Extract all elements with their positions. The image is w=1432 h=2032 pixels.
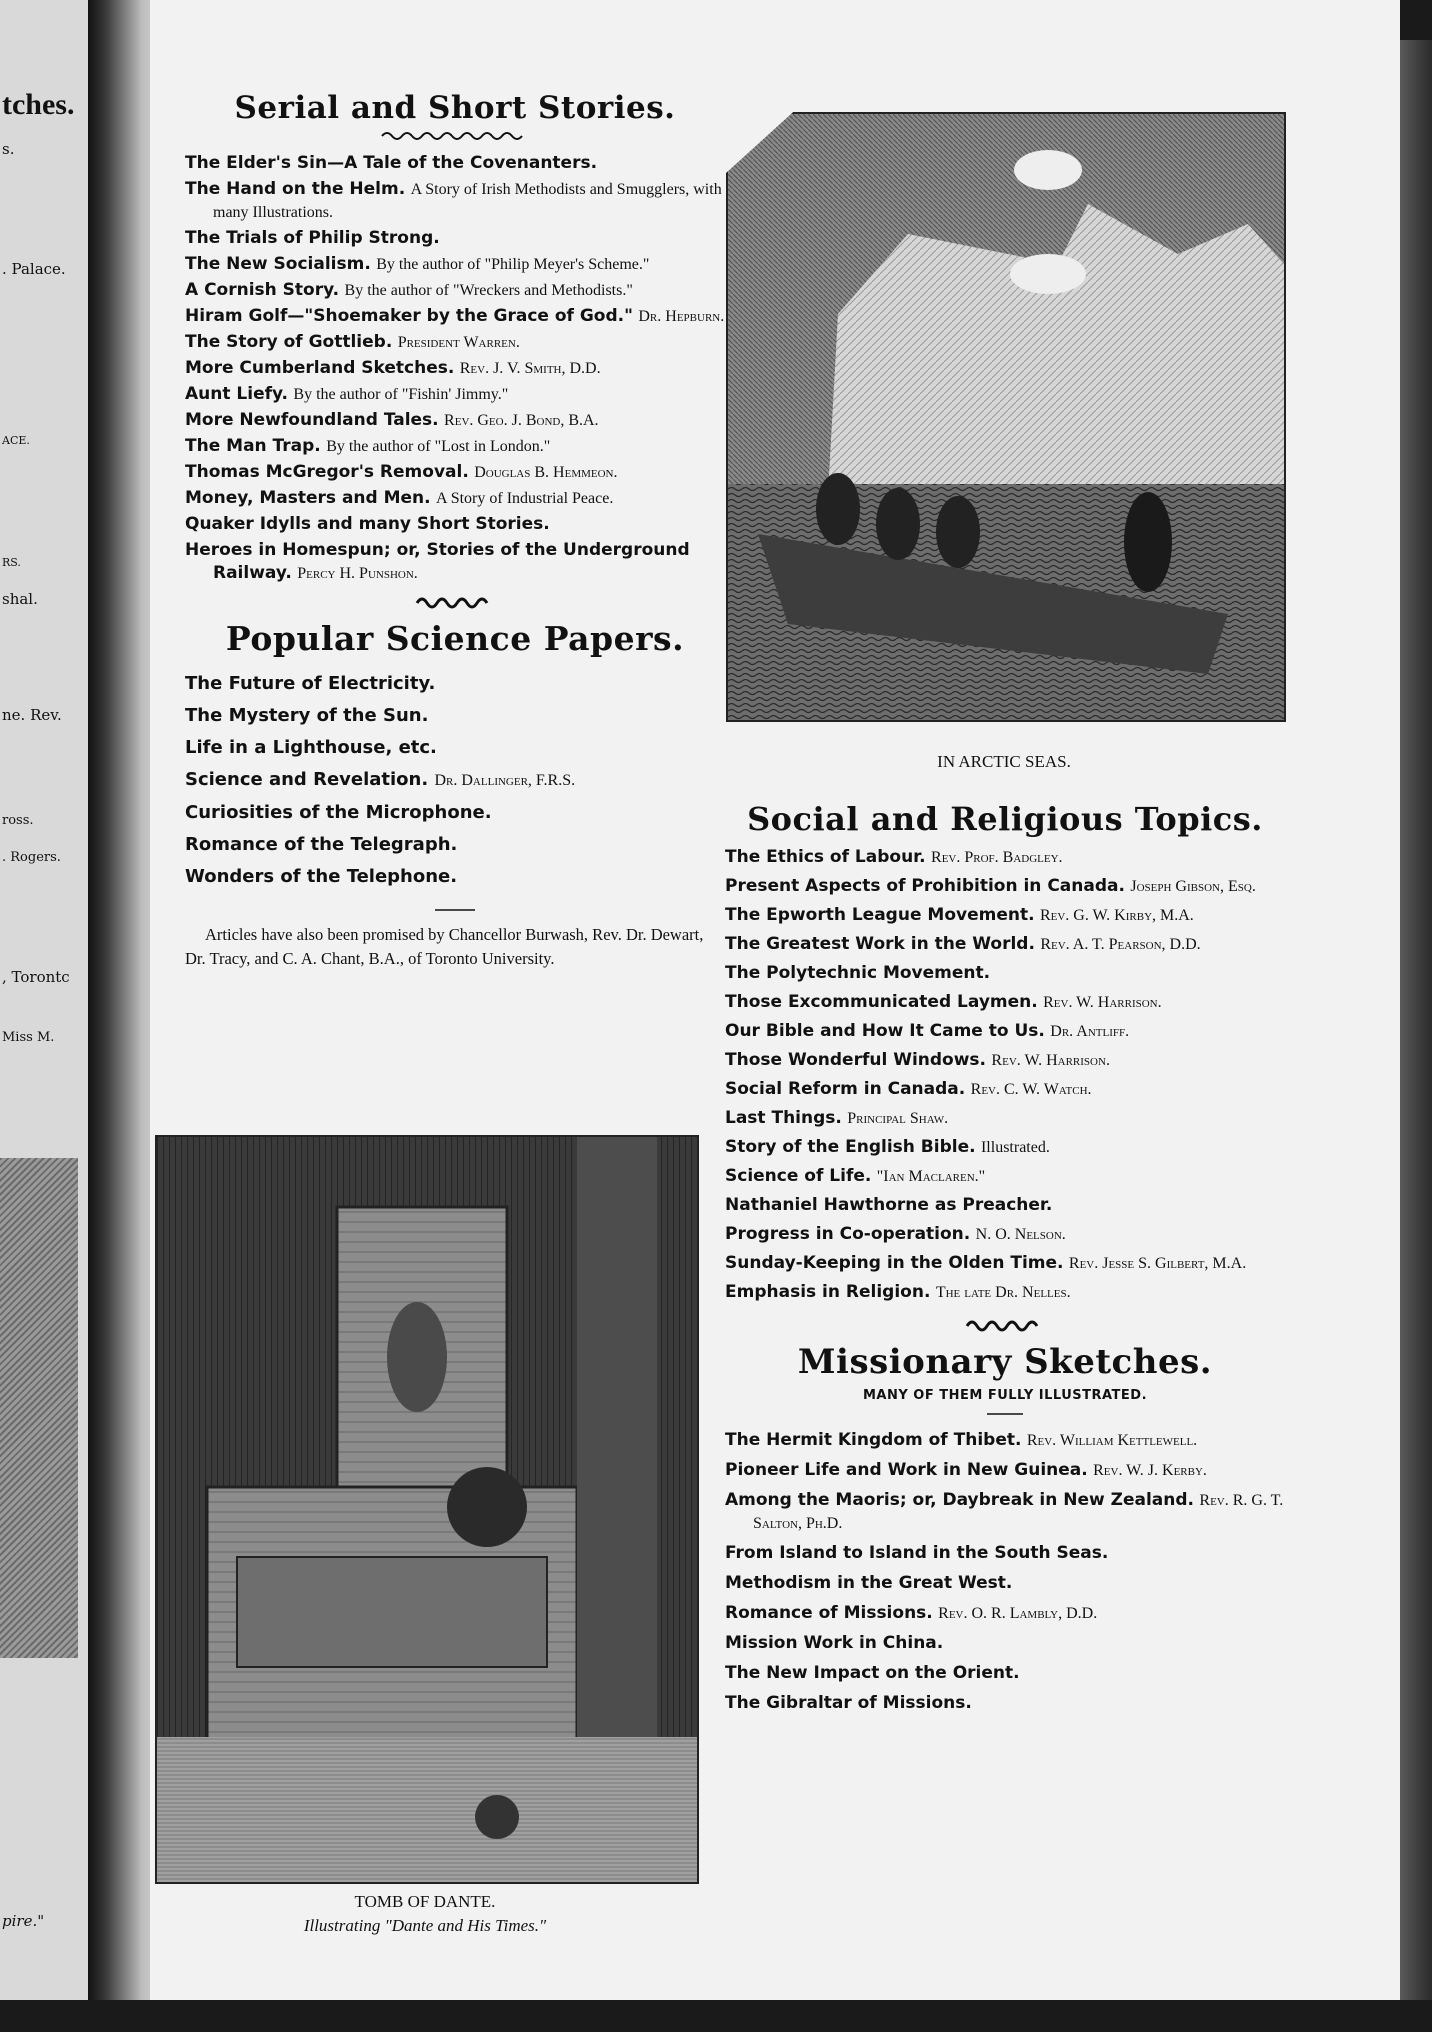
list-item bbox=[185, 732, 725, 764]
item-author: Rev. W. Harrison. bbox=[1043, 994, 1162, 1011]
list-item bbox=[725, 1252, 1285, 1275]
item-title: Life in a Lighthouse, etc. bbox=[185, 737, 437, 758]
list-item bbox=[725, 875, 1285, 898]
left-page-text: tches. bbox=[2, 88, 75, 121]
arctic-seas-illustration bbox=[728, 114, 1284, 720]
item-title: The New Socialism. bbox=[185, 254, 371, 274]
list-item bbox=[185, 487, 725, 510]
item-title: Social Reform in Canada. bbox=[725, 1079, 966, 1099]
list-item bbox=[185, 797, 725, 829]
list-item bbox=[185, 409, 725, 432]
item-title: A Cornish Story. bbox=[185, 280, 340, 300]
item-title: The Greatest Work in the World. bbox=[725, 934, 1035, 954]
list-item bbox=[725, 904, 1285, 927]
right-column bbox=[725, 800, 1285, 1722]
left-page-text: s. bbox=[2, 140, 15, 158]
item-title: Nathaniel Hawthorne as Preacher. bbox=[725, 1195, 1053, 1215]
item-author: Rev. Geo. J. Bond, B.A. bbox=[444, 412, 599, 429]
social-list bbox=[725, 846, 1285, 1304]
list-item bbox=[725, 1602, 1285, 1625]
item-title: Money, Masters and Men. bbox=[185, 488, 431, 508]
missionary-list bbox=[725, 1429, 1285, 1715]
item-title: The Gibraltar of Missions. bbox=[725, 1693, 972, 1713]
dante-subcaption-text: Illustrating "Dante and His Times." bbox=[303, 1916, 547, 1935]
item-author: Joseph Gibson, Esq. bbox=[1130, 878, 1256, 895]
list-item bbox=[185, 357, 725, 380]
item-author: Rev. A. T. Pearson, D.D. bbox=[1040, 936, 1201, 953]
item-title: Quaker Idylls and many Short Stories. bbox=[185, 514, 550, 534]
tomb-of-dante-engraving bbox=[155, 1135, 699, 1884]
item-author: By the author of "Wreckers and Methodists." bbox=[344, 282, 633, 299]
item-title: The Story of Gottlieb. bbox=[185, 332, 393, 352]
item-title: Among the Maoris; or, Daybreak in New Zealand. bbox=[725, 1490, 1194, 1510]
item-title: The Hand on the Helm. bbox=[185, 179, 406, 199]
list-item bbox=[725, 1049, 1285, 1072]
list-item bbox=[185, 178, 725, 224]
item-author: The late Dr. Nelles. bbox=[935, 1284, 1071, 1301]
item-author: Rev. J. V. Smith, D.D. bbox=[459, 360, 601, 377]
list-item bbox=[725, 1281, 1285, 1304]
list-item bbox=[725, 1692, 1285, 1715]
left-page-text: RS. bbox=[2, 556, 21, 569]
rule-short bbox=[435, 907, 475, 913]
arctic-seas-engraving bbox=[726, 112, 1286, 722]
item-title: Aunt Liefy. bbox=[185, 384, 288, 404]
item-title: Present Aspects of Prohibition in Canada. bbox=[725, 876, 1125, 896]
item-title: Sunday-Keeping in the Olden Time. bbox=[725, 1253, 1064, 1273]
item-author: Rev. Jesse S. Gilbert, M.A. bbox=[1068, 1255, 1247, 1272]
ornament-squiggle bbox=[965, 1318, 1045, 1332]
list-item bbox=[185, 829, 725, 861]
item-author: Rev. Prof. Badgley. bbox=[931, 849, 1063, 866]
section-title-serial: Serial and Short Stories. bbox=[234, 90, 676, 126]
item-title: Mission Work in China. bbox=[725, 1633, 944, 1653]
item-title: The New Impact on the Orient. bbox=[725, 1663, 1020, 1683]
list-item bbox=[725, 1662, 1285, 1685]
left-page-text: Miss M. bbox=[2, 1030, 55, 1045]
list-item bbox=[725, 1107, 1285, 1130]
ornament-squiggle bbox=[415, 595, 495, 609]
item-author: Rev. G. W. Kirby, M.A. bbox=[1039, 907, 1194, 924]
item-author: Douglas B. Hemmeon. bbox=[474, 464, 618, 481]
item-title: Our Bible and How It Came to Us. bbox=[725, 1021, 1045, 1041]
left-page-text: pire." bbox=[2, 1912, 45, 1930]
list-item bbox=[725, 962, 1285, 985]
list-item bbox=[725, 1136, 1285, 1159]
item-author: Rev. R. G. T. Salton, Ph.D. bbox=[753, 1492, 1284, 1532]
item-author: By the author of "Fishin' Jimmy." bbox=[293, 386, 509, 403]
list-item bbox=[725, 1020, 1285, 1043]
item-title: Wonders of the Telephone. bbox=[185, 866, 458, 887]
item-title: Story of the English Bible. bbox=[725, 1137, 976, 1157]
item-title: The Elder's Sin—A Tale of the Covenanters. bbox=[185, 153, 598, 173]
item-title: The Epworth League Movement. bbox=[725, 905, 1035, 925]
item-title: Pioneer Life and Work in New Guinea. bbox=[725, 1460, 1088, 1480]
item-title: Those Excommunicated Laymen. bbox=[725, 992, 1038, 1012]
list-item bbox=[725, 1078, 1285, 1101]
item-author: Rev. William Kettlewell. bbox=[1026, 1432, 1198, 1449]
list-item bbox=[185, 331, 725, 354]
item-author: Rev. W. Harrison. bbox=[991, 1052, 1110, 1069]
left-column bbox=[185, 90, 725, 971]
list-item bbox=[725, 1489, 1285, 1535]
item-title: Progress in Co-operation. bbox=[725, 1224, 971, 1244]
left-page-text: ACE. bbox=[2, 434, 30, 447]
left-page-engraving bbox=[0, 1158, 78, 1658]
item-title: Last Things. bbox=[725, 1108, 842, 1128]
item-author: Principal Shaw. bbox=[847, 1110, 949, 1127]
item-author: President Warren. bbox=[397, 334, 520, 351]
item-author: Illustrated. bbox=[980, 1139, 1050, 1156]
list-item bbox=[185, 227, 725, 250]
list-item bbox=[725, 1223, 1285, 1246]
item-author: A Story of Industrial Peace. bbox=[436, 490, 614, 507]
list-item bbox=[725, 1459, 1285, 1482]
science-list bbox=[185, 668, 725, 893]
list-item bbox=[725, 991, 1285, 1014]
item-author: Dr. Hepburn. bbox=[638, 308, 725, 325]
list-item bbox=[725, 1572, 1285, 1595]
item-title: The Mystery of the Sun. bbox=[185, 705, 429, 726]
list-item bbox=[185, 152, 725, 175]
list-item bbox=[185, 764, 725, 797]
list-item bbox=[725, 1194, 1285, 1217]
item-title: The Man Trap. bbox=[185, 436, 321, 456]
item-title: Heroes in Homespun; or, Stories of the Underground Railway. bbox=[185, 540, 690, 583]
item-title: The Hermit Kingdom of Thibet. bbox=[725, 1430, 1022, 1450]
item-title: The Polytechnic Movement. bbox=[725, 963, 991, 983]
left-page-text: ross. bbox=[2, 813, 34, 828]
list-item bbox=[725, 1632, 1285, 1655]
list-item bbox=[725, 1429, 1285, 1452]
item-author: N. O. Nelson. bbox=[975, 1226, 1066, 1243]
item-title: Romance of the Telegraph. bbox=[185, 834, 458, 855]
list-item bbox=[185, 539, 725, 585]
item-author: Dr. Dallinger, F.R.S. bbox=[434, 772, 576, 789]
dante-subcaption bbox=[155, 1916, 695, 1936]
item-title: The Future of Electricity. bbox=[185, 673, 436, 694]
left-page-text: shal. bbox=[2, 590, 38, 608]
item-author: Percy H. Punshon. bbox=[297, 565, 418, 582]
list-item bbox=[185, 279, 725, 302]
list-item bbox=[185, 461, 725, 484]
tomb-of-dante-illustration bbox=[157, 1137, 697, 1882]
list-item bbox=[185, 305, 725, 328]
item-author: Rev. W. J. Kerby. bbox=[1093, 1462, 1207, 1479]
list-item bbox=[185, 513, 725, 536]
list-item bbox=[185, 435, 725, 458]
item-title: Science and Revelation. bbox=[185, 769, 429, 790]
item-author: A Story of Irish Methodists and Smugglers, with many Illustrations. bbox=[213, 181, 722, 221]
item-title: Romance of Missions. bbox=[725, 1603, 933, 1623]
item-title: More Cumberland Sketches. bbox=[185, 358, 455, 378]
list-item bbox=[185, 700, 725, 732]
item-title: Emphasis in Religion. bbox=[725, 1282, 931, 1302]
item-author: Rev. C. W. Watch. bbox=[970, 1081, 1092, 1098]
left-page-text: . Rogers. bbox=[2, 850, 61, 865]
item-title: Curiosities of the Microphone. bbox=[185, 802, 492, 823]
list-item bbox=[725, 846, 1285, 869]
item-title: Hiram Golf—"Shoemaker by the Grace of God." bbox=[185, 306, 633, 326]
list-item bbox=[725, 933, 1285, 956]
left-page-text: ne. Rev. bbox=[2, 706, 62, 724]
item-author: By the author of "Lost in London." bbox=[326, 438, 551, 455]
scan-border bbox=[0, 2000, 1432, 2032]
item-author: "Ian Maclaren." bbox=[876, 1168, 986, 1185]
item-title: Those Wonderful Windows. bbox=[725, 1050, 987, 1070]
list-item bbox=[185, 668, 725, 700]
item-title: Science of Life. bbox=[725, 1166, 872, 1186]
item-title: More Newfoundland Tales. bbox=[185, 410, 439, 430]
item-title: Methodism in the Great West. bbox=[725, 1573, 1013, 1593]
item-author: Rev. O. R. Lambly, D.D. bbox=[938, 1605, 1098, 1622]
dante-caption: TOMB OF DANTE. bbox=[354, 1892, 496, 1911]
item-title: The Trials of Philip Strong. bbox=[185, 228, 440, 248]
ornament-squiggle bbox=[380, 130, 530, 142]
left-page-text: . Palace. bbox=[2, 260, 66, 278]
rule-short bbox=[987, 1411, 1023, 1417]
list-item bbox=[185, 861, 725, 893]
item-author: Dr. Antliff. bbox=[1050, 1023, 1130, 1040]
section-title-science: Popular Science Papers. bbox=[225, 619, 685, 658]
serial-list bbox=[185, 152, 725, 585]
page-edge bbox=[1400, 40, 1432, 2000]
item-title: From Island to Island in the South Seas. bbox=[725, 1543, 1109, 1563]
science-note: Articles have also been promised by Chancellor Burwash, Rev. Dr. Dewart, Dr. Tracy, and C. A. Chant, B.A., of Toronto University. bbox=[185, 925, 704, 968]
list-item bbox=[185, 253, 725, 276]
left-page-text: , Torontc bbox=[2, 968, 70, 986]
missionary-subtitle: MANY OF THEM FULLY ILLUSTRATED. bbox=[862, 1388, 1148, 1403]
arctic-caption: IN ARCTIC SEAS. bbox=[937, 752, 1071, 771]
list-item bbox=[725, 1542, 1285, 1565]
item-title: The Ethics of Labour. bbox=[725, 847, 926, 867]
item-title: Thomas McGregor's Removal. bbox=[185, 462, 469, 482]
section-title-social: Social and Religious Topics. bbox=[747, 800, 1263, 838]
list-item bbox=[725, 1165, 1285, 1188]
list-item bbox=[185, 383, 725, 406]
section-title-missionary: Missionary Sketches. bbox=[797, 1342, 1213, 1382]
item-author: By the author of "Philip Meyer's Scheme." bbox=[376, 256, 650, 273]
